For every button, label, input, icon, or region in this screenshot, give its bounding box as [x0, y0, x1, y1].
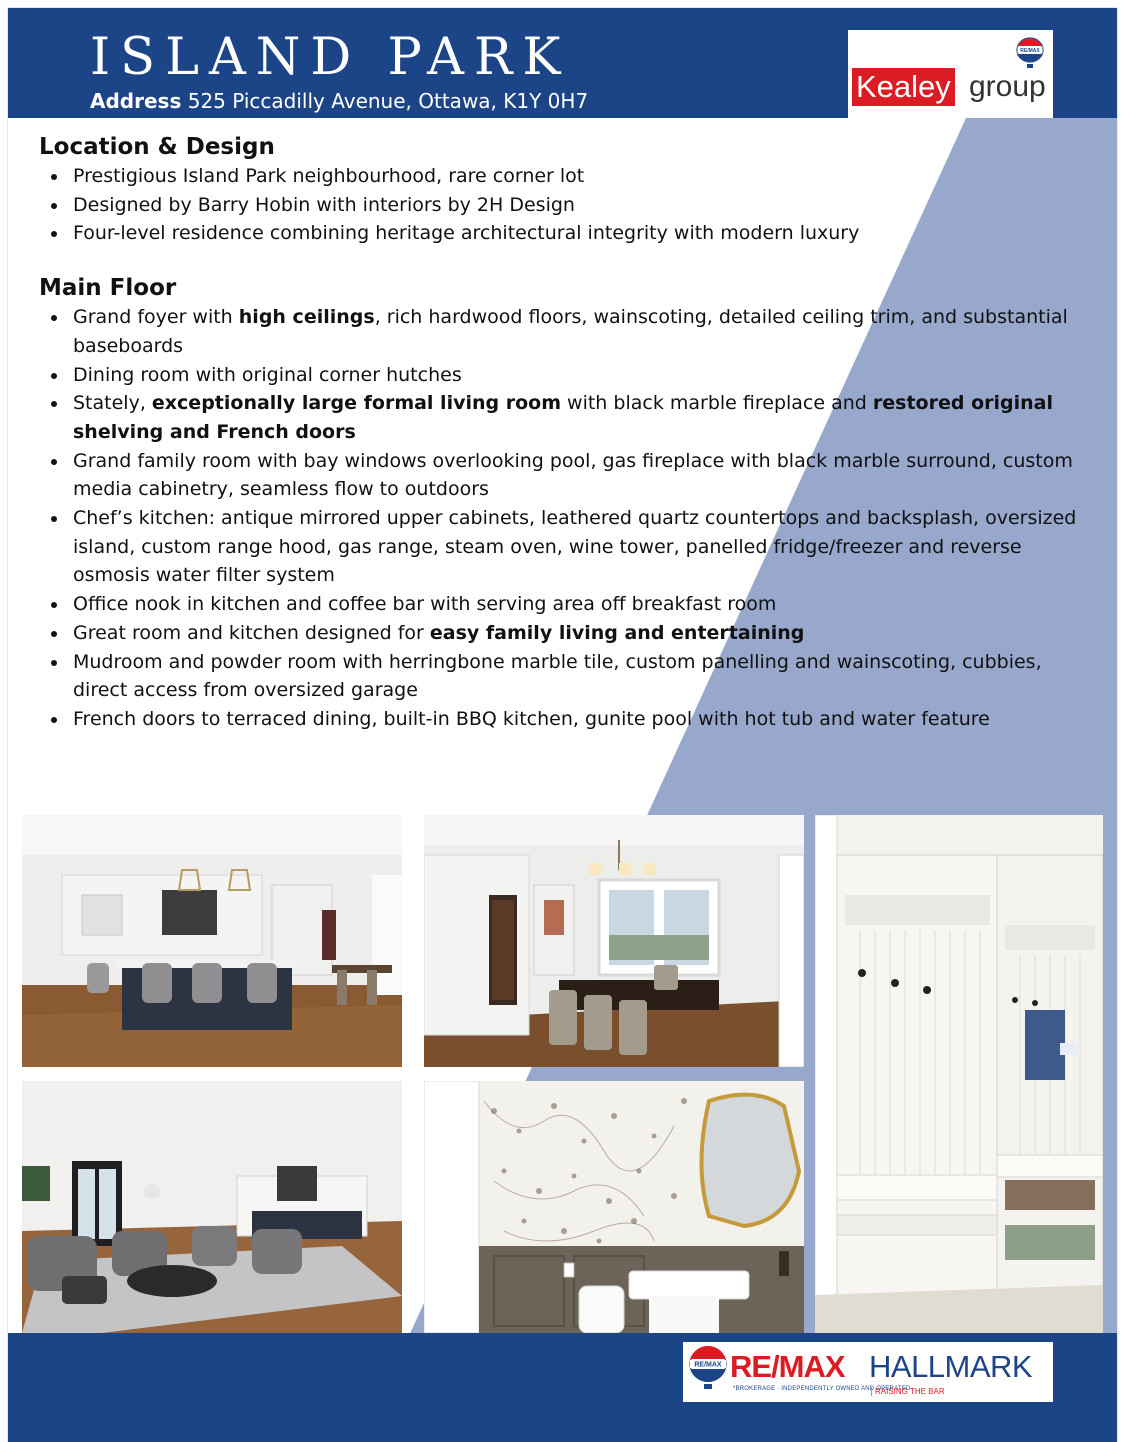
mudroom-photo: [815, 815, 1103, 1335]
list-item: Great room and kitchen designed for easy family living and entertaining: [73, 619, 1079, 648]
powder-room-photo: [424, 1081, 804, 1333]
property-description: [39, 132, 1079, 734]
remax-balloon-icon: [688, 1346, 728, 1396]
logo-word-group: group: [969, 70, 1046, 103]
section-title-main-floor: Main Floor: [39, 275, 177, 302]
location-list: [39, 162, 1079, 248]
great-room-photo: [22, 1081, 402, 1333]
list-item: Stately, exceptionally large formal living room with black marble fireplace and restored original shelving and French doors: [73, 389, 1079, 446]
brand-remax: RE/MAX: [730, 1349, 845, 1384]
brokerage-note: *BROKERAGE · INDEPENDENTLY OWNED AND OPERATED: [733, 1386, 911, 1392]
footer-banner: [8, 1333, 1117, 1442]
flyer-page: [8, 8, 1117, 1442]
list-item: Designed by Barry Hobin with interiors by 2H Design: [73, 191, 1079, 220]
dining-room-photo: [424, 815, 804, 1067]
balloon-text: RE/MAX: [694, 1361, 722, 1369]
address-label: Address: [90, 89, 182, 113]
brand-hallmark: HALLMARK: [869, 1349, 1033, 1384]
property-address: [90, 91, 588, 111]
section-title-location: Location & Design: [39, 134, 275, 160]
balloon-text: RE/MAX: [1020, 48, 1040, 55]
remax-hallmark-logo: [683, 1342, 1053, 1402]
list-item: Prestigious Island Park neighbourhood, rare corner lot: [73, 162, 1079, 191]
list-item: Grand family room with bay windows overlooking pool, gas fireplace with black marble surround, custom media cabinetry, seamless flow to outdoors: [73, 447, 1079, 504]
list-item: Chef’s kitchen: antique mirrored upper cabinets, leathered quartz countertops and backsplash, oversized island, custom range hood, gas range, steam oven, wine tower, panelled fridge/freezer and reverse osmosis water filter system: [73, 504, 1079, 590]
list-item: Mudroom and powder room with herringbone marble tile, custom panelling and wainscoting, cubbies, direct access from oversized garage: [73, 648, 1079, 705]
list-item: Grand foyer with high ceilings, rich hardwood floors, wainscoting, detailed ceiling trim, and substantial baseboards: [73, 303, 1079, 360]
kealey-group-logo: [848, 30, 1053, 118]
list-item: Four-level residence combining heritage architectural integrity with modern luxury: [73, 219, 1079, 248]
main-floor-list: [39, 303, 1079, 734]
list-item: Office nook in kitchen and coffee bar with serving area off breakfast room: [73, 590, 1079, 619]
list-item: Dining room with original corner hutches: [73, 361, 1079, 390]
tagline: RAISING THE BAR: [871, 1387, 945, 1396]
address-value: 525 Piccadilly Avenue, Ottawa, K1Y 0H7: [187, 89, 589, 113]
remax-balloon-icon: [1015, 37, 1045, 73]
list-item: French doors to terraced dining, built-in BBQ kitchen, gunite pool with hot tub and water feature: [73, 705, 1079, 734]
kitchen-photo: [22, 815, 402, 1067]
logo-word-kealey: Kealey: [852, 68, 955, 106]
page-title: ISLAND PARK: [90, 28, 571, 87]
